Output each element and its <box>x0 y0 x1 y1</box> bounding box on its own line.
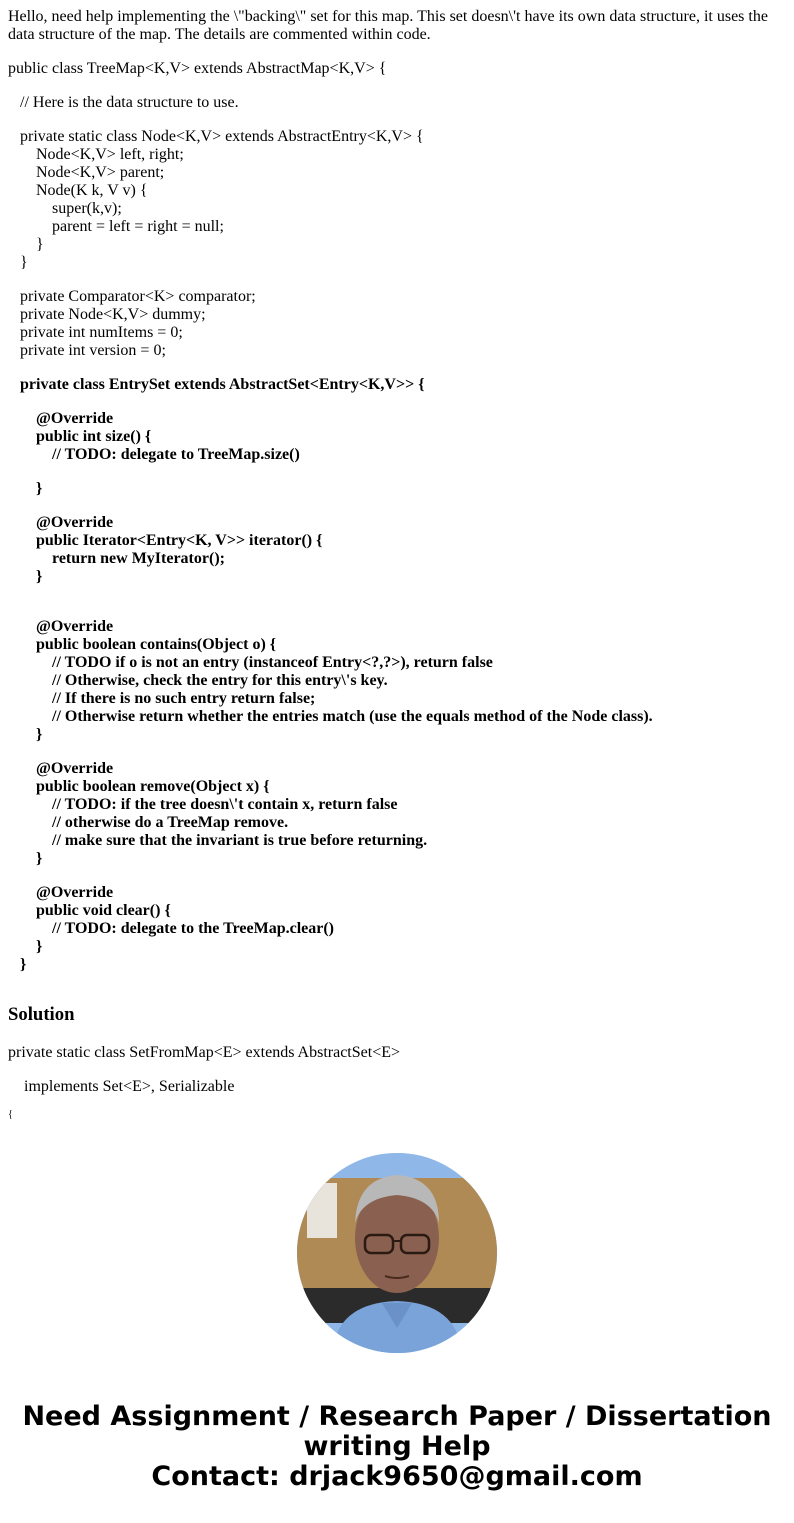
code-line: private int numItems = 0; <box>20 324 183 341</box>
code-line: return new MyIterator(); <box>52 550 225 567</box>
code-blank-line <box>8 78 786 94</box>
code-blank-line <box>8 464 786 480</box>
code-line: } <box>20 254 28 271</box>
code-line: } <box>36 480 43 497</box>
code-line: // otherwise do a TreeMap remove. <box>52 814 289 831</box>
code-line: // make sure that the invariant is true before returning. <box>52 832 428 849</box>
code-line: @Override <box>36 760 114 777</box>
code-line: } <box>36 726 43 743</box>
code-blank-line <box>8 744 786 760</box>
code-line: public class TreeMap<K,V> extends AbstractMap<K,V> { <box>8 60 387 77</box>
code-line: } <box>20 956 27 973</box>
code-line: // TODO: if the tree doesn\'t contain x, return false <box>52 796 398 813</box>
cta-line-3: Contact: drjack9650@gmail.com <box>151 1461 643 1492</box>
code-line: Node(K k, V v) { <box>36 182 148 199</box>
question-intro: Hello, need help implementing the \"backing\" set for this map. This set doesn\'t have its own data structure, it uses the data structure of the map. The details are commented within code. <box>8 8 768 43</box>
code-line: @Override <box>36 884 114 901</box>
code-line: private int version = 0; <box>20 342 166 359</box>
question-body <box>8 8 786 974</box>
code-blank-line <box>8 602 786 618</box>
code-line: } <box>36 938 43 955</box>
code-line: private Comparator<K> comparator; <box>20 288 256 305</box>
code-line: @Override <box>36 410 114 427</box>
solution-line-1: private static class SetFromMap<E> extends AbstractSet<E> <box>8 1044 401 1061</box>
cta-line-2: writing Help <box>303 1431 491 1462</box>
code-blank-line <box>8 394 786 410</box>
solution-line-2: implements Set<E>, Serializable <box>8 1078 235 1095</box>
code-line: // Otherwise, check the entry for this entry\'s key. <box>52 672 388 689</box>
code-line: } <box>36 568 43 585</box>
code-line: // Here is the data structure to use. <box>20 94 239 111</box>
avatar <box>297 1153 497 1353</box>
solution-heading: Solution <box>8 1004 75 1025</box>
code-line: Node<K,V> parent; <box>36 164 165 181</box>
code-line: // TODO: delegate to the TreeMap.clear() <box>52 920 335 937</box>
code-blank-line <box>8 498 786 514</box>
code-line: parent = left = right = null; <box>52 218 224 235</box>
code-line: public int size() { <box>36 428 152 445</box>
person-photo-icon <box>297 1153 497 1353</box>
code-line: } <box>36 236 44 253</box>
code-line: super(k,v); <box>52 200 122 217</box>
code-line: public Iterator<Entry<K, V>> iterator() { <box>36 532 323 549</box>
code-blank-line <box>8 586 786 602</box>
code-line: private static class Node<K,V> extends AbstractEntry<K,V> { <box>20 128 424 145</box>
code-blank-line <box>8 360 786 376</box>
code-line: // TODO: delegate to TreeMap.size() <box>52 446 300 463</box>
code-blank-line <box>8 868 786 884</box>
code-line: public boolean contains(Object o) { <box>36 636 277 653</box>
code-line: // If there is no such entry return false; <box>52 690 316 707</box>
code-line: // Otherwise return whether the entries match (use the equals method of the Node class). <box>52 708 653 725</box>
code-blank-line <box>8 272 786 288</box>
code-line: private class EntrySet extends AbstractSet<Entry<K,V>> { <box>20 376 425 393</box>
code-line: // TODO if o is not an entry (instanceof Entry<?,?>), return false <box>52 654 493 671</box>
code-line: public void clear() { <box>36 902 171 919</box>
code-line: Node<K,V> left, right; <box>36 146 184 163</box>
code-line: @Override <box>36 514 114 531</box>
code-line: public boolean remove(Object x) { <box>36 778 270 795</box>
code-blank-line <box>8 112 786 128</box>
cta-line-1: Need Assignment / Research Paper / Dissertation <box>22 1401 772 1432</box>
code-line: } <box>36 850 43 867</box>
code-block <box>8 60 786 974</box>
contact-banner <box>0 1402 794 1492</box>
code-line: @Override <box>36 618 114 635</box>
solution-line-3: { <box>8 1109 13 1120</box>
code-line: private Node<K,V> dummy; <box>20 306 206 323</box>
